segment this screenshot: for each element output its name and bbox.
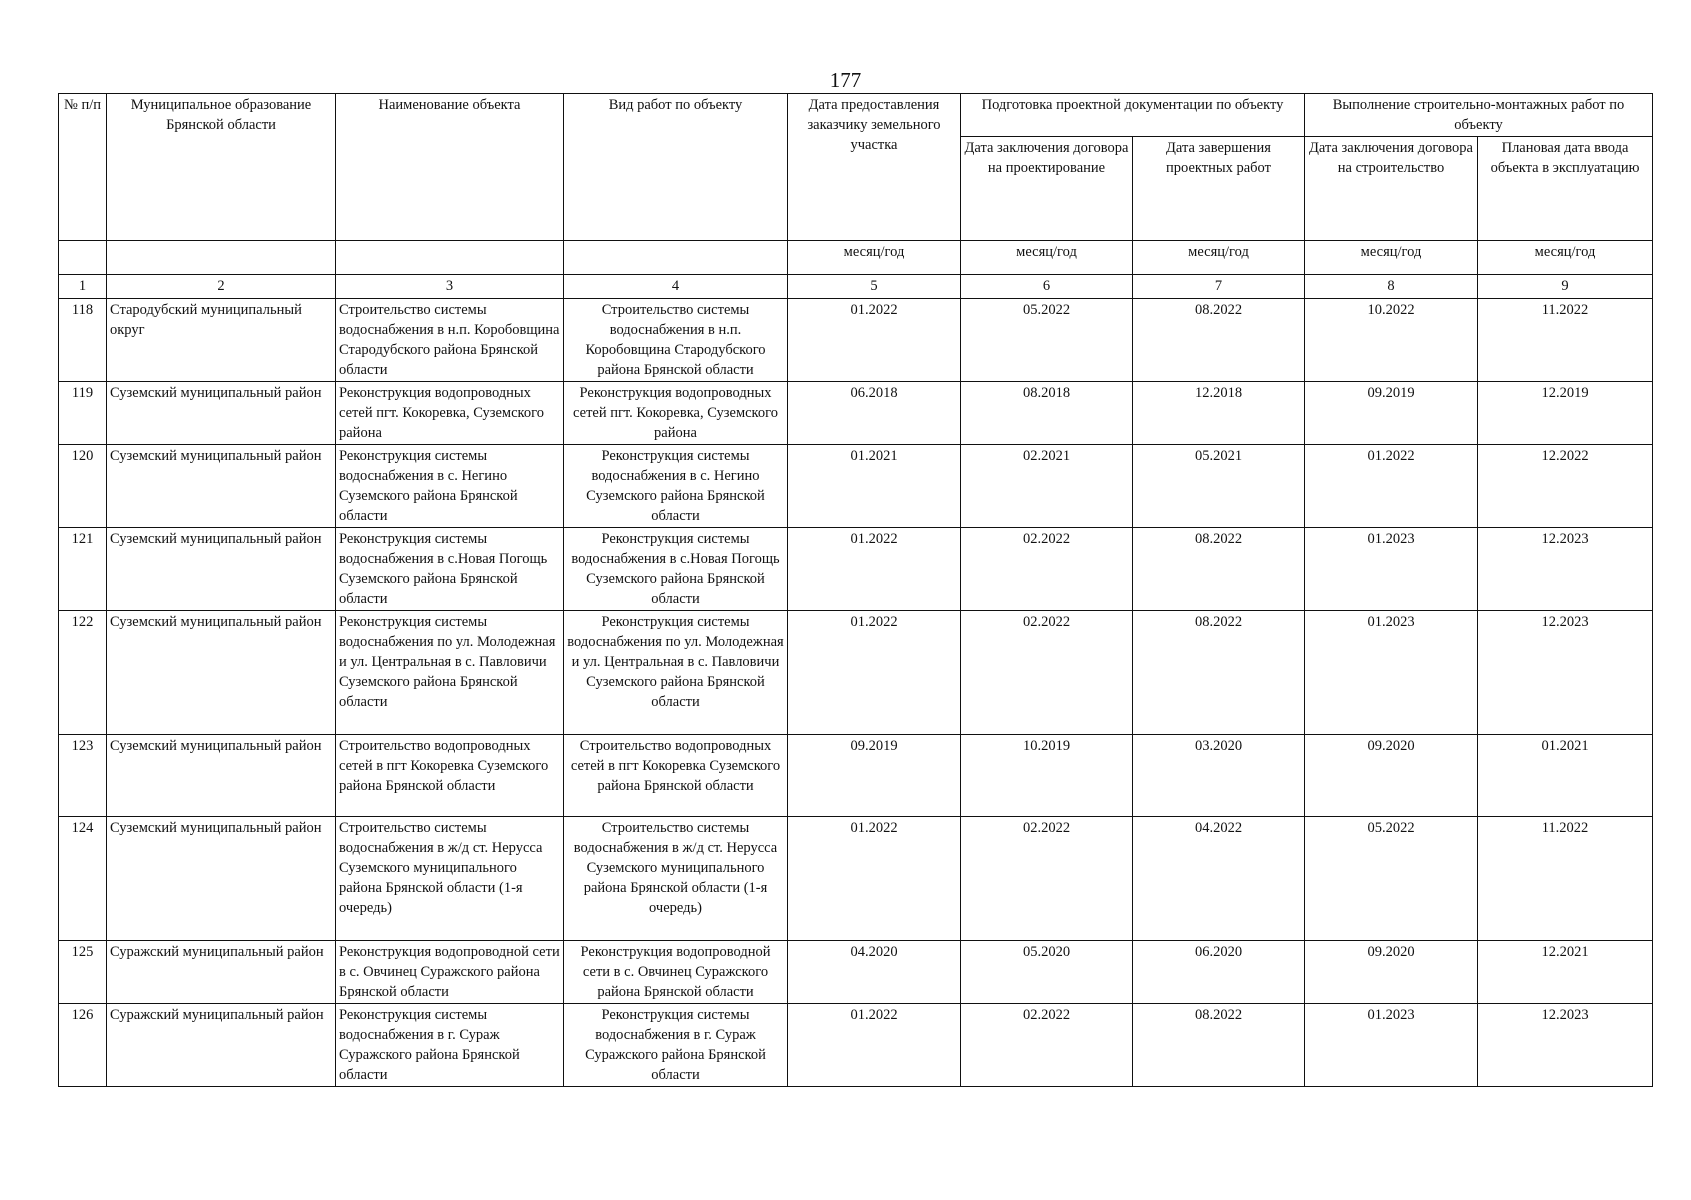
row-design-end: 06.2020 [1133, 941, 1305, 1004]
column-number: 9 [1478, 275, 1653, 299]
row-object: Реконструкция водопроводных сетей пгт. Кокоревка, Суземского района [336, 382, 564, 445]
row-municipality: Суземский муниципальный район [107, 817, 336, 941]
unit-blank [107, 241, 336, 275]
row-land-date: 01.2022 [788, 528, 961, 611]
column-number: 8 [1305, 275, 1478, 299]
row-land-date: 01.2022 [788, 611, 961, 735]
row-design-end: 08.2022 [1133, 1004, 1305, 1087]
unit-label: месяц/год [961, 241, 1133, 275]
row-commission: 11.2022 [1478, 299, 1653, 382]
row-works: Реконструкция системы водоснабжения в с. Негино Суземского района Брянской области [564, 445, 788, 528]
row-number: 121 [59, 528, 107, 611]
row-design-contract: 02.2022 [961, 611, 1133, 735]
table-row [59, 299, 1653, 382]
column-number: 7 [1133, 275, 1305, 299]
row-municipality: Суземский муниципальный район [107, 528, 336, 611]
row-design-end: 08.2022 [1133, 611, 1305, 735]
row-land-date: 01.2022 [788, 817, 961, 941]
column-number: 3 [336, 275, 564, 299]
row-number: 123 [59, 735, 107, 817]
row-design-contract: 05.2022 [961, 299, 1133, 382]
row-works: Реконструкция системы водоснабжения в г. Сураж Суражского района Брянской области [564, 1004, 788, 1087]
unit-label: месяц/год [788, 241, 961, 275]
table-header [59, 94, 1653, 299]
table-row [59, 735, 1653, 817]
row-works: Реконструкция водопроводной сети в с. Овчинец Суражского района Брянской области [564, 941, 788, 1004]
row-municipality: Суражский муниципальный район [107, 1004, 336, 1087]
row-works: Реконструкция системы водоснабжения в с.Новая Погощь Суземского района Брянской области [564, 528, 788, 611]
table-row [59, 611, 1653, 735]
row-design-contract: 08.2018 [961, 382, 1133, 445]
row-build-contract: 10.2022 [1305, 299, 1478, 382]
row-design-contract: 02.2021 [961, 445, 1133, 528]
row-object: Реконструкция системы водоснабжения в г. Сураж Суражского района Брянской области [336, 1004, 564, 1087]
row-land-date: 06.2018 [788, 382, 961, 445]
row-object: Реконструкция системы водоснабжения в с. Негино Суземского района Брянской области [336, 445, 564, 528]
header-municipality: Муниципальное образование Брянской области [107, 94, 336, 241]
row-design-contract: 02.2022 [961, 528, 1133, 611]
row-commission: 01.2021 [1478, 735, 1653, 817]
row-build-contract: 01.2023 [1305, 611, 1478, 735]
row-municipality: Суземский муниципальный район [107, 382, 336, 445]
row-works: Строительство системы водоснабжения в н.п. Коробовщина Стародубского района Брянской области [564, 299, 788, 382]
row-number: 125 [59, 941, 107, 1004]
row-build-contract: 01.2023 [1305, 528, 1478, 611]
column-number: 5 [788, 275, 961, 299]
row-works: Реконструкция водопроводных сетей пгт. Кокоревка, Суземского района [564, 382, 788, 445]
row-works: Реконструкция системы водоснабжения по ул. Молодежная и ул. Центральная в с. Павловичи Суземского района Брянской области [564, 611, 788, 735]
row-commission: 12.2023 [1478, 528, 1653, 611]
row-design-end: 04.2022 [1133, 817, 1305, 941]
row-object: Строительство системы водоснабжения в ж/д ст. Нерусса Суземского муниципального района Брянской области (1-я очередь) [336, 817, 564, 941]
row-design-contract: 05.2020 [961, 941, 1133, 1004]
row-number: 118 [59, 299, 107, 382]
row-commission: 12.2019 [1478, 382, 1653, 445]
unit-label: месяц/год [1478, 241, 1653, 275]
row-works: Строительство водопроводных сетей в пгт Кокоревка Суземского района Брянской области [564, 735, 788, 817]
unit-blank [59, 241, 107, 275]
row-commission: 12.2022 [1478, 445, 1653, 528]
row-number: 122 [59, 611, 107, 735]
header-group-design: Подготовка проектной документации по объекту [961, 94, 1305, 137]
table-body [59, 299, 1653, 1087]
header-group-construction: Выполнение строительно-монтажных работ по объекту [1305, 94, 1653, 137]
column-number: 6 [961, 275, 1133, 299]
row-land-date: 01.2022 [788, 299, 961, 382]
table-row [59, 445, 1653, 528]
column-number: 2 [107, 275, 336, 299]
row-design-end: 08.2022 [1133, 299, 1305, 382]
header-num: № п/п [59, 94, 107, 241]
row-commission: 12.2021 [1478, 941, 1653, 1004]
row-design-end: 08.2022 [1133, 528, 1305, 611]
row-municipality: Стародубский муниципальный округ [107, 299, 336, 382]
page-number: 177 [829, 68, 862, 92]
row-works: Строительство системы водоснабжения в ж/д ст. Нерусса Суземского муниципального района Брянской области (1-я очередь) [564, 817, 788, 941]
table-row [59, 817, 1653, 941]
row-number: 126 [59, 1004, 107, 1087]
row-land-date: 09.2019 [788, 735, 961, 817]
row-build-contract: 01.2023 [1305, 1004, 1478, 1087]
row-municipality: Суземский муниципальный район [107, 735, 336, 817]
row-build-contract: 01.2022 [1305, 445, 1478, 528]
objects-table [58, 93, 1653, 1087]
unit-label: месяц/год [1305, 241, 1478, 275]
row-municipality: Суражский муниципальный район [107, 941, 336, 1004]
header-land-date: Дата предоставления заказчику земельного участка [788, 94, 961, 241]
table-row [59, 382, 1653, 445]
row-commission: 11.2022 [1478, 817, 1653, 941]
row-land-date: 01.2022 [788, 1004, 961, 1087]
header-commission: Плановая дата ввода объекта в эксплуатацию [1478, 137, 1653, 241]
row-design-contract: 10.2019 [961, 735, 1133, 817]
column-number: 4 [564, 275, 788, 299]
row-object: Реконструкция системы водоснабжения в с.Новая Погощь Суземского района Брянской области [336, 528, 564, 611]
row-land-date: 01.2021 [788, 445, 961, 528]
row-number: 120 [59, 445, 107, 528]
row-municipality: Суземский муниципальный район [107, 611, 336, 735]
unit-blank [564, 241, 788, 275]
row-build-contract: 09.2020 [1305, 941, 1478, 1004]
unit-label: месяц/год [1133, 241, 1305, 275]
unit-blank [336, 241, 564, 275]
row-design-end: 03.2020 [1133, 735, 1305, 817]
row-build-contract: 09.2020 [1305, 735, 1478, 817]
row-build-contract: 09.2019 [1305, 382, 1478, 445]
row-object: Строительство водопроводных сетей в пгт Кокоревка Суземского района Брянской области [336, 735, 564, 817]
header-design-end: Дата завершения проектных работ [1133, 137, 1305, 241]
row-design-end: 12.2018 [1133, 382, 1305, 445]
row-commission: 12.2023 [1478, 1004, 1653, 1087]
row-land-date: 04.2020 [788, 941, 961, 1004]
row-number: 124 [59, 817, 107, 941]
table-row [59, 1004, 1653, 1087]
row-design-contract: 02.2022 [961, 1004, 1133, 1087]
row-object: Реконструкция водопроводной сети в с. Овчинец Суражского района Брянской области [336, 941, 564, 1004]
table-row [59, 941, 1653, 1004]
header-design-contract: Дата заключения договора на проектирование [961, 137, 1133, 241]
header-works: Вид работ по объекту [564, 94, 788, 241]
row-design-end: 05.2021 [1133, 445, 1305, 528]
table-row [59, 528, 1653, 611]
column-number: 1 [59, 275, 107, 299]
row-object: Реконструкция системы водоснабжения по ул. Молодежная и ул. Центральная в с. Павловичи Суземского района Брянской области [336, 611, 564, 735]
row-municipality: Суземский муниципальный район [107, 445, 336, 528]
header-object: Наименование объекта [336, 94, 564, 241]
row-commission: 12.2023 [1478, 611, 1653, 735]
header-build-contract: Дата заключения договора на строительство [1305, 137, 1478, 241]
row-build-contract: 05.2022 [1305, 817, 1478, 941]
row-number: 119 [59, 382, 107, 445]
row-object: Строительство системы водоснабжения в н.п. Коробовщина Стародубского района Брянской области [336, 299, 564, 382]
row-design-contract: 02.2022 [961, 817, 1133, 941]
